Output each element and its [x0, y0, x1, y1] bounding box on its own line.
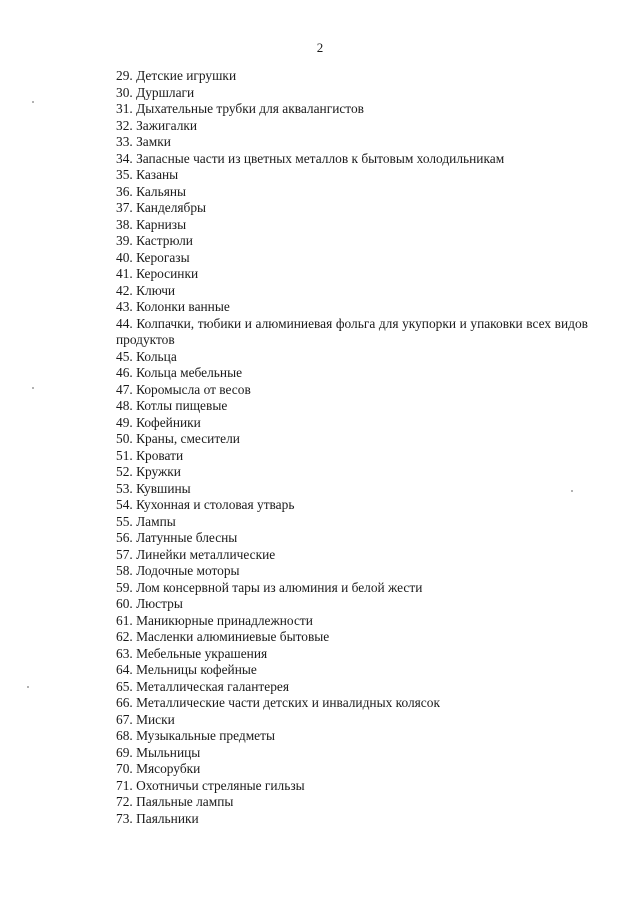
list-item: 47. Коромысла от весов — [116, 381, 251, 397]
list-item: 45. Кольца — [116, 348, 177, 364]
list-item: 46. Кольца мебельные — [116, 365, 243, 380]
list-item: 72. Паяльные лампы — [116, 794, 234, 809]
list-item: 56. Латунные блесны — [116, 530, 238, 545]
list-item: 43. Колонки ванные — [116, 299, 230, 314]
list-item: 36. Кальяны — [116, 183, 187, 199]
item-list — [116, 68, 588, 827]
page-number: 2 — [316, 40, 324, 55]
list-item: 65. Металлическая галантерея — [116, 678, 290, 694]
list-item: 40. Керогазы — [116, 249, 190, 265]
list-item: 66. Металлические части детских и инвалидных колясок — [116, 695, 440, 710]
list-item: 55. Лампы — [116, 513, 176, 529]
scan-speck — [32, 101, 34, 103]
list-item: 29. Детские игрушки — [116, 68, 237, 83]
list-item: 38. Карнизы — [116, 216, 187, 232]
list-item: 67. Миски — [116, 711, 175, 727]
list-item: 71. Охотничьи стреляные гильзы — [116, 777, 305, 793]
list-item: 48. Котлы пищевые — [116, 398, 228, 413]
list-item: 34. Запасные части из цветных металлов к бытовым холодильникам — [116, 150, 505, 166]
list-item: 59. Лом консервной тары из алюминия и белой жести — [116, 579, 423, 595]
list-item: 41. Керосинки — [116, 266, 199, 281]
list-item: 30. Дуршлаги — [116, 84, 195, 100]
scan-speck — [32, 387, 34, 389]
list-item: 49. Кофейники — [116, 414, 201, 430]
list-item: 68. Музыкальные предметы — [116, 728, 275, 743]
list-item: 51. Кровати — [116, 447, 184, 463]
list-item: 58. Лодочные моторы — [116, 563, 240, 578]
list-item: 60. Люстры — [116, 596, 183, 611]
list-item: 52. Кружки — [116, 464, 181, 479]
list-item: 61. Маникюрные принадлежности — [116, 612, 313, 628]
list-item: 44. Колпачки, тюбики и алюминиевая фольга для укупорки и упаковки всех видов продуктов — [116, 315, 588, 347]
list-item: 33. Замки — [116, 134, 171, 149]
scan-speck — [27, 686, 29, 688]
list-item: 73. Паяльники — [116, 810, 199, 826]
list-item: 54. Кухонная и столовая утварь — [116, 497, 295, 512]
list-item: 62. Масленки алюминиевые бытовые — [116, 629, 330, 644]
list-item: 35. Казаны — [116, 167, 179, 182]
list-item: 63. Мебельные украшения — [116, 645, 268, 661]
list-item: 57. Линейки металлические — [116, 546, 276, 562]
scan-speck — [571, 490, 573, 492]
list-item: 69. Мыльницы — [116, 744, 201, 760]
list-item: 31. Дыхательные трубки для аквалангистов — [116, 101, 365, 116]
list-item: 70. Мясорубки — [116, 761, 201, 776]
list-item: 32. Зажигалки — [116, 117, 198, 133]
list-item: 53. Кувшины — [116, 480, 191, 496]
list-item: 37. Канделябры — [116, 200, 207, 215]
list-item: 39. Кастрюли — [116, 233, 193, 248]
list-item: 42. Ключи — [116, 282, 176, 298]
list-item: 64. Мельницы кофейные — [116, 662, 257, 677]
list-item: 50. Краны, смесители — [116, 431, 240, 446]
